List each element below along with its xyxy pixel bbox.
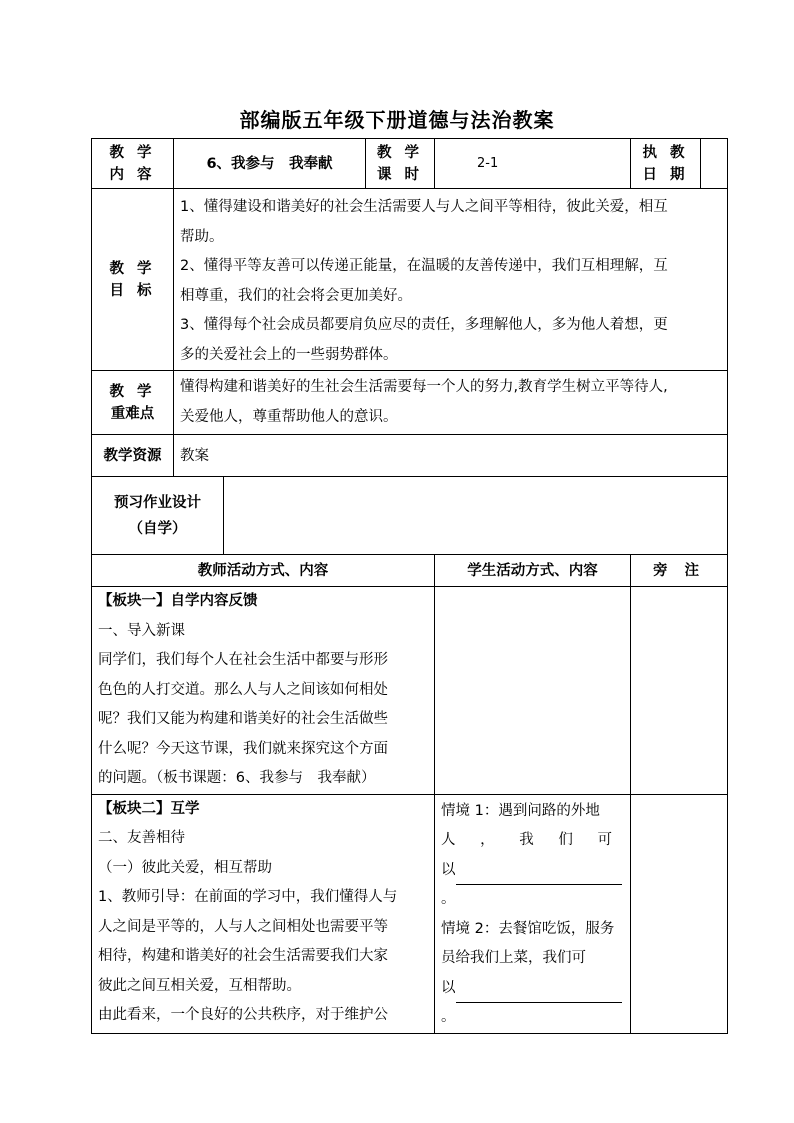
date-label-cell bbox=[631, 139, 701, 189]
block2-line: 二、友善相待 bbox=[98, 830, 185, 846]
block2-line: 1、教师引导：在前面的学习中，我们懂得人与 bbox=[98, 889, 398, 905]
block2-student-cell bbox=[435, 794, 631, 1033]
date-label-line1: 执 教 bbox=[642, 144, 689, 161]
content-value: 6、我参与 我奉献 bbox=[174, 139, 366, 189]
scenario1-word: 我 bbox=[519, 832, 534, 848]
goal-line: 帮助。 bbox=[180, 228, 224, 245]
goal-line: 1、懂得建设和谐美好的社会生活需要人与人之间平等相待，彼此关爱，相互 bbox=[180, 199, 668, 215]
preview-value bbox=[224, 477, 728, 555]
block2-line: （一）彼此关爱，相互帮助 bbox=[98, 859, 272, 876]
resources-value: 教案 bbox=[174, 435, 728, 477]
block1-teacher-cell bbox=[92, 587, 435, 795]
date-label-line2: 日 期 bbox=[642, 166, 689, 183]
remarks-header: 旁 注 bbox=[631, 555, 728, 587]
block1-line: 同学们，我们每个人在社会生活中都要与形形 bbox=[98, 652, 388, 668]
scenario1-line1: 情境 1：遇到问路的外地 bbox=[441, 802, 600, 819]
key-points-row bbox=[92, 371, 728, 435]
block1-line: 的问题。（板书课题：6、我参与 我奉献） bbox=[98, 770, 376, 786]
scenario2-line1: 情境 2：去餐馆吃饭，服务 bbox=[441, 920, 615, 937]
scenario1-answer-line bbox=[435, 856, 630, 886]
key-points-label-line1: 教 学 bbox=[109, 383, 156, 400]
block1-heading: 【板块一】自学内容反馈 bbox=[98, 593, 258, 609]
goal-line: 2、懂得平等友善可以传递正能量，在温暖的友善传递中，我们互相理解，互 bbox=[180, 258, 668, 274]
period-label-line1: 教 学 bbox=[376, 144, 424, 161]
scenario1-word: 可 bbox=[597, 832, 612, 848]
content-label-cell bbox=[92, 139, 174, 189]
block1-line: 色色的人打交道。那么人与人之间该如何相处 bbox=[98, 681, 388, 698]
period-value: 2-1 bbox=[435, 139, 631, 189]
block2-heading: 【板块二】互学 bbox=[98, 800, 200, 817]
block2-line: 由此看来，一个良好的公共秩序，对于维护公 bbox=[98, 1007, 388, 1023]
block2-line: 人之间是平等的，人与人之间相处也需要平等 bbox=[98, 918, 388, 935]
scenario1-prefix: 以 bbox=[441, 861, 456, 878]
scenario2-line2: 员给我们上菜，我们可 bbox=[441, 950, 586, 966]
scenario2-prefix: 以 bbox=[441, 979, 456, 996]
content-label-line2: 内 容 bbox=[109, 166, 156, 183]
header-row bbox=[92, 139, 728, 189]
goals-text bbox=[174, 189, 728, 371]
scenario2-blank[interactable] bbox=[456, 984, 622, 1003]
key-point-line: 懂得构建和谐美好的生社会生活需要每一个人的努力,教育学生树立平等待人, bbox=[180, 379, 668, 395]
scenario1-word: 人 bbox=[441, 832, 456, 848]
key-point-line: 关爱他人，尊重帮助他人的意识。 bbox=[180, 408, 398, 425]
block2-remarks-cell bbox=[631, 794, 728, 1033]
teacher-activity-header: 教师活动方式、内容 bbox=[92, 555, 435, 587]
goal-line: 相尊重，我们的社会将会更加美好。 bbox=[180, 287, 412, 304]
scenario2-answer-line bbox=[435, 974, 630, 1004]
scenario1-end: 。 bbox=[441, 891, 456, 907]
block2-line: 相待，构建和谐美好的社会生活需要我们大家 bbox=[98, 948, 388, 964]
block1-remarks-cell bbox=[631, 587, 728, 795]
preview-label-line2: （自学） bbox=[128, 520, 187, 537]
goals-row bbox=[92, 189, 728, 371]
content-label-line1: 教 学 bbox=[109, 144, 156, 161]
goal-line: 3、懂得每个社会成员都要肩负应尽的责任，多理解他人，多为他人着想，更 bbox=[180, 317, 668, 333]
date-value bbox=[701, 139, 728, 189]
goal-line: 多的关爱社会上的一些弱势群体。 bbox=[180, 346, 398, 363]
scenario1-line2 bbox=[435, 826, 630, 856]
resources-row bbox=[92, 435, 728, 477]
lesson-plan-table bbox=[91, 138, 728, 1034]
scenario1-word: ， bbox=[480, 832, 495, 848]
preview-label-cell bbox=[92, 477, 224, 555]
document-title: 部编版五年级下册道德与法治教案 bbox=[239, 108, 555, 132]
scenario1-blank[interactable] bbox=[456, 866, 622, 885]
block1-student-cell bbox=[435, 587, 631, 795]
period-label-cell bbox=[366, 139, 435, 189]
block1-line: 呢？我们又能为构建和谐美好的社会生活做些 bbox=[98, 711, 388, 727]
preview-label-line1: 预习作业设计 bbox=[114, 494, 201, 511]
goals-label-cell bbox=[92, 189, 174, 371]
block1-row bbox=[92, 587, 728, 795]
preview-row bbox=[92, 477, 728, 555]
goals-label-line2: 目 标 bbox=[109, 282, 156, 299]
block1-line: 什么呢？今天这节课，我们就来探究这个方面 bbox=[98, 740, 388, 757]
key-points-label-cell bbox=[92, 371, 174, 435]
key-points-text bbox=[174, 371, 728, 435]
activity-header-row bbox=[92, 555, 728, 587]
block2-teacher-cell bbox=[92, 794, 435, 1033]
block1-line: 一、导入新课 bbox=[98, 622, 185, 639]
goals-label-line1: 教 学 bbox=[109, 260, 156, 277]
block2-line: 彼此之间互相关爱，互相帮助。 bbox=[98, 977, 301, 994]
block2-row bbox=[92, 794, 728, 1033]
resources-label: 教学资源 bbox=[92, 435, 174, 477]
period-label-line2: 课 时 bbox=[376, 166, 424, 183]
scenario2-end: 。 bbox=[441, 1009, 456, 1025]
scenario1-word: 们 bbox=[558, 832, 573, 848]
student-activity-header: 学生活动方式、内容 bbox=[435, 555, 631, 587]
key-points-label-line2: 重难点 bbox=[110, 405, 155, 422]
